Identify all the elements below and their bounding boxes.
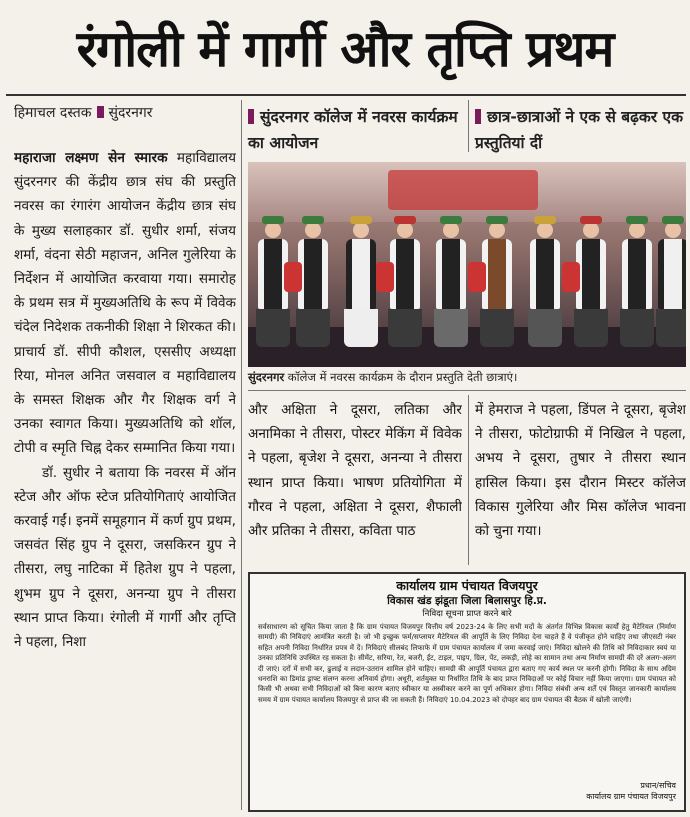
lead-text: महाराजा लक्ष्मण सेन स्मारक	[14, 150, 168, 166]
news-photo	[248, 162, 686, 367]
photo-dancer	[434, 222, 468, 347]
subhead-1	[248, 104, 463, 156]
page-headline: रंगोली में गार्गी और तृप्ति प्रथम	[76, 19, 614, 78]
photo-dancer	[574, 222, 608, 347]
notice-title: कार्यालय ग्राम पंचायत विजयपुर	[396, 578, 538, 593]
dateline-place: सुंदरनगर	[108, 105, 153, 121]
column-divider	[241, 100, 242, 810]
photo-dancer	[528, 222, 562, 347]
photo-dancer	[296, 222, 330, 347]
dateline-source: हिमाचल दस्तक	[14, 105, 92, 121]
notice-body: सर्वसाधारण को सूचित किया जाता है कि ग्राम पंचायत विजयपुर वित्तीय वर्ष 2023-24 के लिए सभी मदों के अंतर्गत विभिन्न विकास कार्यों हेतु मैटेरियल (निर्माण सामग्री) की निविदाएं आमंत्रित करती है। जो भी इच्छुक फर्म/सप्लायर मैटेरियल की आपूर्ति के लिए निविदा देना चाहते हैं वे पंजीकृत होने चाहिए तथा जीएसटी नंबर सहित अपनी निविदा निर्धारित प्रपत्र में दें। निविदाएं सीलबंद लिफाफे में ग्राम पंचायत कार्यालय में जमा करवाई जाएं। निविदा खोलने की तिथि को निविदाकार स्वयं या उनका प्रतिनिधि उपस्थित रह सकता है। सीमेंट, सरिया, रेत, बजरी, ईंट, टाइल, पाइप, ग्रिल, पेंट, लकड़ी, लोहे का सामान तथा अन्य निर्माण सामग्री की दरें अलग-अलग दी जाएं। दरों में सभी कर, ढुलाई व लदान-उतरान शामिल होने चाहिए। सामग्री की आपूर्ति पंचायत द्वारा बताए गए कार्य स्थल पर करनी होगी। निविदा के साथ अग्रिम धनराशि का डिमांड ड्राफ्ट संलग्न करना अनिवार्य होगा। अधूरी, शर्तयुक्त या निर्धारित तिथि के बाद प्राप्त निविदाओं पर कोई विचार नहीं किया जाएगा। ग्राम पंचायत को किसी भी अथवा सभी निविदाओं को बिना कारण बताए स्वीकार या अस्वीकार करने का पूर्ण अधिकार होगा। निविदा संबंधी अन्य शर्तें एवं विस्तृत जानकारी कार्यालय समय में ग्राम पंचायत कार्यालय विजयपुर से प्राप्त की जा सकती हैं। निविदाएं 10.04.2023 को दोपहर बाद ग्राम पंचायत की बैठक में खोली जाएंगी।	[258, 623, 676, 704]
photo-dancer	[344, 222, 378, 347]
caption-rule	[248, 390, 686, 391]
notice-subtitle: विकास खंड झंडूता जिला बिलासपुर हि.प्र.	[387, 595, 547, 607]
notice-signer-office: कार्यालय ग्राम पंचायत विजयपुर	[586, 792, 676, 801]
subhead-divider	[468, 100, 469, 152]
square-bullet-icon	[97, 106, 104, 118]
article-column-left	[14, 146, 236, 811]
photo-caption	[248, 369, 686, 385]
square-bullet-icon	[475, 109, 481, 124]
article-column-right: में हेमराज ने पहला, डिंपल ने दूसरा, बृजेश ने तीसरा, फोटोग्राफी में निखिल ने पहला, अभय ने दूसरा, तुषार ने तीसरा स्थान हासिल किया। इस दौरान मिस्टर कॉलेज विकास गुलेरिया और मिस कॉलेज भावना को चुना गया।	[475, 402, 686, 540]
column-divider	[468, 395, 469, 565]
caption-text: कॉलेज में नवरस कार्यक्रम के दौरान प्रस्तुति देती छात्राएं।	[284, 370, 518, 384]
article-paragraph-2: डॉ. सुधीर ने बताया कि नवरस में ऑन स्टेज और ऑफ स्टेज प्रतियोगिताएं आयोजित करवाई गईं। इनमें समूहगान में कर्ण ग्रुप प्रथम, जसवंत सिंह ग्रुप ने दूसरा, जसकिरन ग्रुप ने तीसरा, लघु नाटिका में हितेश ग्रुप ने पहला, शुभम ग्रुप ने दूसरा, अनन्या ग्रुप ने तीसरा स्थान प्राप्त किया। रंगोली में गार्गी और तृप्ति ने पहला, निशा	[14, 464, 236, 651]
photo-dancer	[620, 222, 654, 347]
tender-notice	[248, 572, 686, 812]
subhead-1-text: सुंदरनगर कॉलेज में नवरस कार्यक्रम का आयोजन	[248, 108, 458, 152]
subhead-2	[475, 104, 685, 156]
photo-dancer	[388, 222, 422, 347]
article-column-middle: और अक्षिता ने दूसरा, लतिका और अनामिका ने तीसरा, पोस्टर मेकिंग में विवेक ने पहला, बृजेश ने दूसरा, अनन्या ने तीसरा स्थान प्राप्त किया। भाषण प्रतियोगिता में गौरव ने पहला, अक्षिता ने दूसरा, शैफाली और प्रतिका ने तीसरा, कविता पाठ	[248, 402, 462, 540]
dateline	[14, 103, 153, 122]
photo-dancer	[480, 222, 514, 347]
notice-caption: निविदा सूचना प्राप्त करने बारे	[422, 609, 512, 619]
caption-place: सुंदरनगर	[248, 370, 285, 384]
headline-rule	[6, 94, 686, 96]
notice-signer: प्रधान/सचिव	[640, 781, 676, 790]
photo-banner	[388, 170, 538, 210]
subhead-2-text: छात्र-छात्राओं ने एक से बढ़कर एक प्रस्तुतियां दीं	[475, 108, 683, 152]
square-bullet-icon	[248, 109, 254, 124]
photo-dancer	[656, 222, 686, 347]
article-paragraph-1: महाविद्यालय सुंदरनगर की केंद्रीय छात्र संघ की प्रस्तुति नवरस का रंगारंग आयोजन केंद्रीय छात्र संघ के मुख्य सलाहकार डॉ. सुधीर शर्मा, संजय शर्मा, वंदना सेठी महाजन, अनिल गुलेरिया के निर्देशन में आयोजित करवाया गया। समारोह के प्रथम सत्र में मुख्यअतिथि के रूप में विवेक चंदेल निदेशक तकनीकी शिक्षा ने शिरकत की। प्राचार्य डॉ. सीपी कौशल, एससीए अध्यक्षा रिया, मोनल अनित जसवाल व महाविद्यालय के समस्त शिक्षक और गैर शिक्षक वर्ग ने उनका स्वागत किया। मुख्यअतिथि को शॉल, टोपी व स्मृति चिह्न देकर सम्मानित किया गया।	[14, 150, 236, 457]
